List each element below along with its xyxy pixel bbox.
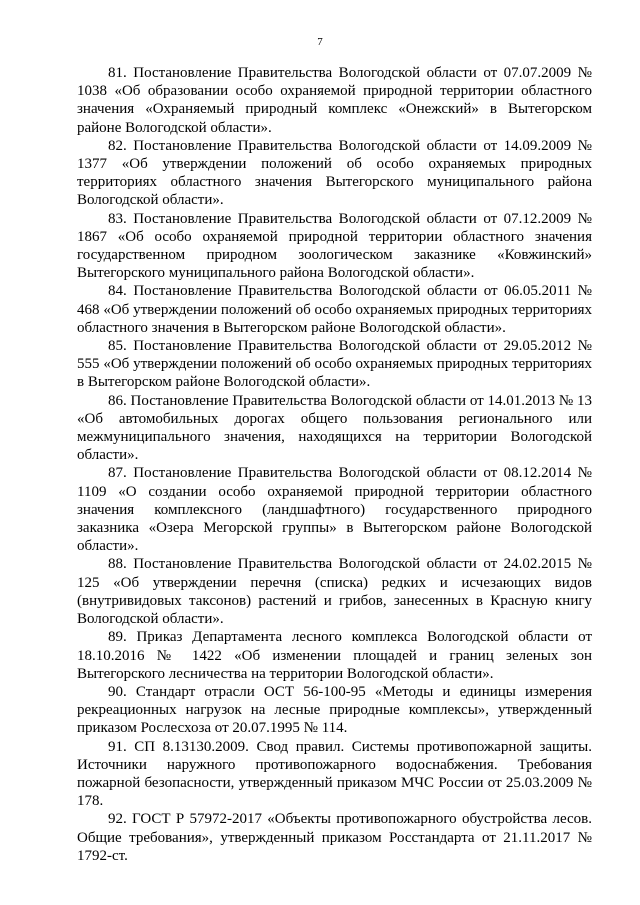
page-number: 7	[317, 36, 323, 48]
list-item: 87. Постановление Правительства Вологодской области от 08.12.2014 № 1109 «О создании особо охраняемой природной территории областного значения комплексного (ландшафтного) государственного природного заказника «Озера Мегорской группы» в Вытегорском районе Вологодской области».	[77, 465, 592, 555]
list-item: 82. Постановление Правительства Вологодской области от 14.09.2009 № 1377 «Об утверждении положений об особо охраняемых природных территориях областного значения Вытегорского муниципального района Вологодской области».	[77, 137, 592, 209]
list-item: 86. Постановление Правительства Вологодской области от 14.01.2013 № 13 «Об автомобильных дорогах общего пользования регионального или межмуниципального значения, находящихся на территории Вологодской области».	[77, 392, 592, 464]
list-item: 91. СП 8.13130.2009. Свод правил. Системы противопожарной защиты. Источники наружного противопожарного водоснабжения. Требования пожарной безопасности, утвержденный приказом МЧС России от 25.03.2009 № 178.	[77, 738, 592, 810]
list-item: 90. Стандарт отрасли ОСТ 56-100-95 «Методы и единицы измерения рекреационных нагрузок на лесные природные комплексы», утвержденный приказом Рослесхоза от 20.07.1995 № 114.	[77, 683, 592, 737]
list-item: 81. Постановление Правительства Вологодской области от 07.07.2009 № 1038 «Об образовании особо охраняемой природной территории областного значения «Охраняемый природный комплекс «Онежский» в Вытегорском районе Вологодской области».	[77, 65, 592, 136]
list-item: 88. Постановление Правительства Вологодской области от 24.02.2015 № 125 «Об утверждении перечня (списка) редких и исчезающих видов (внутривидовых таксонов) растений и грибов, занесенных в Красную книгу Вологодской области».	[77, 556, 592, 628]
list-item: 92. ГОСТ Р 57972-2017 «Объекты противопожарного обустройства лесов. Общие требования», утвержденный приказом Росстандарта от 21.11.2017 № 1792-ст.	[77, 811, 592, 864]
list-item: 83. Постановление Правительства Вологодской области от 07.12.2009 № 1867 «Об особо охраняемой природной территории областного значения государственном природном зоологическом заказнике «Ковжинский» Вытегорского муниципального района Вологодской области».	[77, 210, 592, 282]
list-item: 84. Постановление Правительства Вологодской области от 06.05.2011 № 468 «Об утверждении положений об особо охраняемых природных территориях областного значения в Вытегорском районе Вологодской области».	[77, 283, 592, 336]
document-body	[77, 64, 592, 865]
list-item: 85. Постановление Правительства Вологодской области от 29.05.2012 № 555 «Об утверждении положений об особо охраняемых природных территориях в Вытегорском районе Вологодской области».	[77, 338, 592, 391]
list-item: 89. Приказ Департамента лесного комплекса Вологодской области от 18.10.2016 № 1422 «Об изменении площадей и границ зеленых зон Вытегорского лесничества на территории Вологодской области».	[77, 629, 592, 682]
